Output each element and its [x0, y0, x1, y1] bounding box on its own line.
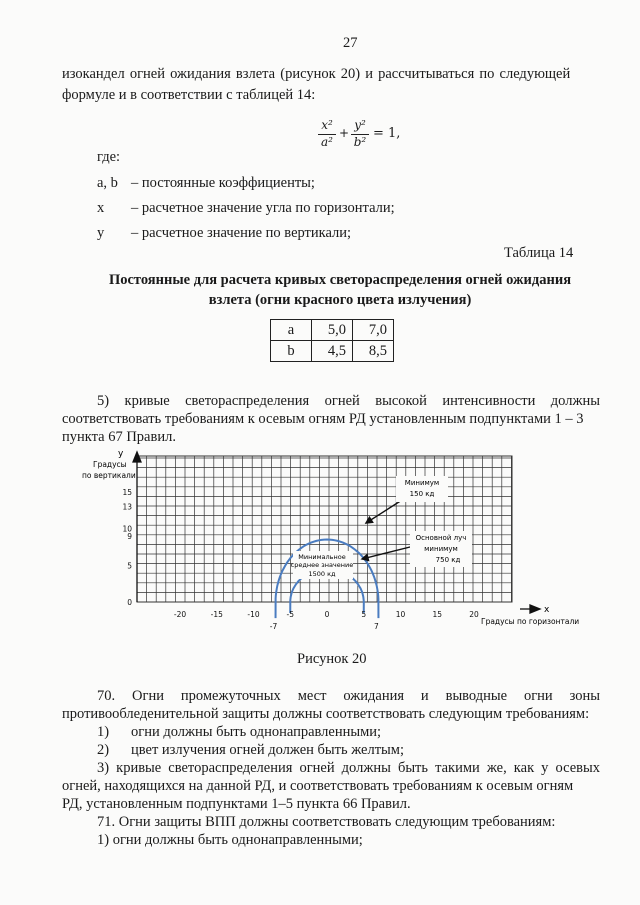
para70-line-1: 70. Огни промежуточных мест ожидания и выводные огни зоны: [97, 688, 600, 704]
y-tick-label: 10: [122, 524, 132, 534]
list-item-text: цвет излучения огней должен быть желтым;: [131, 742, 405, 758]
callout-minimum-text: 150 кд: [409, 490, 435, 498]
para70-item3-line-2: огней, находящихся на данной РД, и соответствовать требованиям к осевым огням: [62, 778, 574, 794]
formula-y-denominator: b²: [353, 135, 367, 149]
callout-average-text: 1500 кд: [308, 570, 336, 578]
table-cell: 5,0: [312, 320, 353, 341]
where-label: где:: [97, 149, 121, 165]
grid-border: [137, 456, 512, 602]
x-axis-letter: x: [544, 605, 550, 615]
intro-line-1: изокандел огней ожидания взлета (рисунок 20) и рассчитываться по следующей: [62, 66, 571, 82]
y-tick-label: 0: [127, 598, 132, 607]
x-tick-label: 5: [361, 610, 367, 619]
table-label: Таблица 14: [504, 245, 574, 261]
callout-beam-text: Основной луч: [415, 534, 467, 542]
table-cell: 7,0: [353, 320, 394, 341]
x-axis-arrow-icon: [530, 605, 540, 613]
para71-line-1: 71. Огни защиты ВПП должны соответствовать следующим требованиям:: [97, 814, 556, 830]
table-cell: 4,5: [312, 341, 353, 362]
list-item-number: 1): [97, 724, 110, 740]
y-axis-label: Градусы: [93, 460, 127, 469]
x-tick-label: 10: [395, 610, 406, 619]
formula-x-denominator: a²: [321, 135, 333, 149]
callout-beam-arrow-head-icon: [362, 555, 369, 561]
para5-line-3: пункта 67 Правил.: [62, 429, 176, 445]
x-tick-label: -5: [286, 610, 294, 619]
x-tick-label: -15: [210, 610, 223, 619]
y-tick-label: 5: [127, 561, 132, 571]
callout-beam-text: 750 кд: [435, 556, 461, 564]
y-axis-label: по вертикали: [82, 471, 136, 480]
callout-minimum-arrow-head-icon: [366, 517, 373, 523]
y-tick-label: 15: [122, 487, 132, 497]
page-number: 27: [343, 35, 358, 51]
definition-symbol: a, b: [97, 175, 118, 191]
callout-beam-text: минимум: [424, 545, 458, 553]
formula-y-numerator: y²: [354, 118, 366, 132]
table-cell: a: [271, 320, 312, 341]
table-cell: b: [271, 341, 312, 362]
callout-average-text: Минимальное: [298, 553, 346, 561]
intro-line-2: формуле и в соответствии с таблицей 14:: [62, 87, 316, 103]
callout-average-text: среднее значение: [290, 561, 354, 569]
list-item-number: 2): [97, 742, 110, 758]
x-tick-label: 20: [469, 610, 479, 619]
figure-grid: [137, 456, 512, 602]
x-tick-label: 7: [374, 622, 379, 631]
para70-item3-line-1: 3) кривые светораспределения огней должны быть такими же, как у осевых: [97, 760, 600, 776]
definition-symbol: y: [97, 225, 105, 241]
figure-caption: Рисунок 20: [297, 651, 367, 667]
para5-line-1: 5) кривые светораспределения огней высокой интенсивности должны: [97, 393, 600, 409]
formula-rhs: = 1,: [373, 126, 401, 141]
x-tick-label: -20: [173, 610, 187, 619]
table-title-line-2: взлета (огни красного цвета излучения): [208, 292, 472, 308]
formula-x-numerator: x²: [321, 118, 333, 132]
callout-beam-arrow: [362, 546, 414, 559]
x-tick-label: 15: [432, 610, 443, 619]
y-axis-letter: y: [118, 449, 124, 459]
y-axis-arrow-icon: [133, 452, 141, 462]
para70-line-2: противообледенительной защиты должны соответствовать следующим требованиям:: [62, 706, 590, 722]
definition-text: – постоянные коэффициенты;: [131, 175, 315, 191]
para70-item3-line-3: РД, установленным подпунктами 1–5 пункта 66 Правил.: [62, 796, 411, 812]
para71-item-1: 1) огни должны быть однонаправленными;: [97, 832, 363, 848]
x-tick-label: 0: [324, 610, 330, 619]
formula-plus: +: [339, 126, 350, 140]
para5-line-2: соответствовать требованиям к осевым огням РД установленным подпунктами 1 – 3: [62, 411, 584, 427]
definition-symbol: x: [97, 200, 105, 216]
definition-text: – расчетное значение угла по горизонтали;: [131, 200, 395, 216]
x-tick-label: -10: [247, 610, 260, 619]
table-cell: 8,5: [353, 341, 394, 362]
y-tick-label: 9: [127, 531, 132, 541]
x-tick-label: -7: [269, 622, 278, 631]
x-axis-label: Градусы по горизонтали: [481, 617, 580, 626]
callout-minimum-text: Минимум: [404, 479, 440, 487]
list-item-text: огни должны быть однонаправленными;: [131, 724, 382, 740]
y-tick-label: 13: [122, 502, 132, 512]
table-title-line-1: Постоянные для расчета кривых светораспределения огней ожидания: [108, 272, 572, 288]
definition-text: – расчетное значение по вертикали;: [131, 225, 352, 241]
